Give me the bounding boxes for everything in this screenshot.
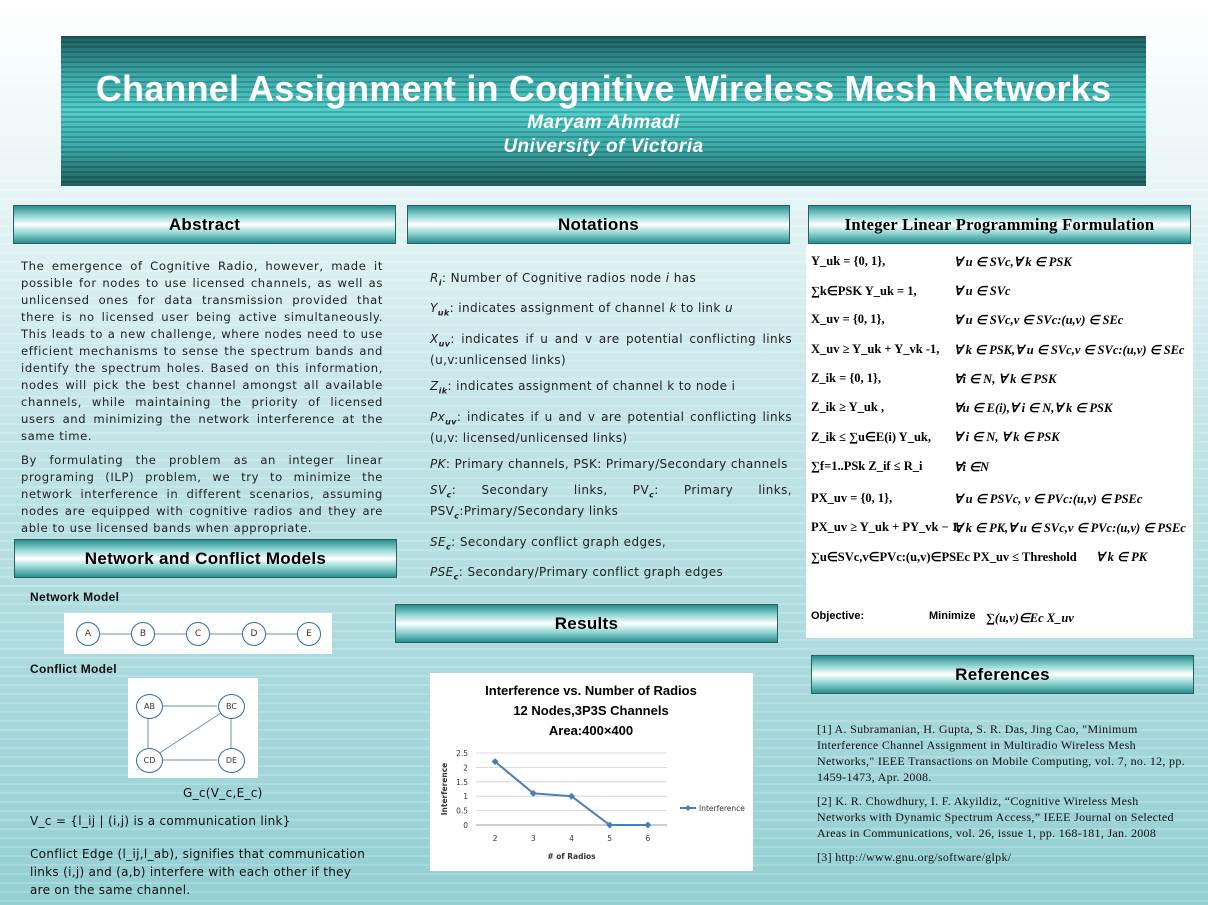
notation-item: $SV_c$: Secondary links, $PV_c$: Primary links, $PSV_c:Primary$/Secondary links: [430, 482, 793, 521]
objective-expression: ∑(u,v)∈Ec X_uv: [986, 611, 1074, 625]
network-model-diagram: [64, 613, 332, 654]
x-axis-label: # of Radios: [547, 852, 596, 861]
references-header: References: [811, 655, 1194, 694]
notation-item: $Y_{uk}$: indicates assignment of channel k to link u: [430, 301, 734, 318]
conflict-node: DE: [218, 748, 245, 773]
chart-title: Interference vs. Number of Radios: [485, 683, 697, 698]
x-tick-label: 5: [607, 834, 613, 843]
poster-title: Channel Assignment in Cognitive Wireless Mesh Networks: [95, 68, 1112, 109]
y-axis-label: Interference: [440, 762, 449, 816]
abstract-text: [21, 258, 383, 544]
y-tick-label: 0.5: [456, 806, 468, 816]
ilp-constraint: Z_ik ≥ Y_uk ,: [811, 400, 885, 414]
network-node: B: [131, 622, 155, 646]
y-tick-label: 2: [463, 763, 468, 773]
notation-item: PK: Primary channels, PSK: Primary/Secondary channels: [430, 456, 788, 471]
chart-svg: [430, 673, 753, 871]
conflict-node: AB: [136, 694, 163, 719]
author-name: Maryam Ahmadi: [527, 112, 680, 133]
ilp-condition: ∀ k ∈ PK,∀ u ∈ SVc,v ∈ PVc:(u,v) ∈ PSEc: [954, 521, 1186, 535]
legend-marker: [685, 805, 691, 811]
affiliation: University of Victoria: [503, 136, 704, 157]
x-tick-label: 3: [530, 834, 536, 843]
ilp-condition: ∀u ∈ E(i),∀ i ∈ N,∀ k ∈ PSK: [954, 401, 1113, 415]
ilp-condition: ∀ i ∈ N, ∀ k ∈ PSK: [954, 430, 1060, 444]
chart-subtitle: 12 Nodes,3P3S Channels: [513, 703, 669, 718]
notation-item: $PSE_c$: Secondary/Primary conflict graph edges: [430, 565, 724, 582]
ilp-condition: ∀ u ∈ SVc,∀ k ∈ PSK: [954, 255, 1072, 269]
x-tick-label: 6: [645, 834, 651, 843]
y-tick-label: 2.5: [456, 749, 468, 758]
network-node: C: [186, 622, 210, 646]
reference-item[interactable]: [3] http://www.gnu.org/software/glpk/: [817, 850, 1012, 864]
objective-label: Objective:: [811, 610, 865, 622]
objective-minimize: Minimize: [929, 610, 976, 622]
references-list: [817, 721, 1189, 873]
ilp-constraint: ∑k∈PSK Y_uk = 1,: [811, 284, 917, 298]
x-tick-label: 4: [569, 834, 574, 843]
data-point: [644, 822, 651, 829]
notation-item: $Z_{ik}$: indicates assignment of channel k to node i: [430, 379, 736, 396]
ilp-header: Integer Linear Programming Formulation: [808, 205, 1191, 244]
ilp-constraint: Y_uk = {0, 1},: [811, 254, 886, 268]
notation-item: $X_{uv}$: indicates if u and v are potential conflicting links (u,v:unlicensed links): [430, 331, 792, 368]
ilp-constraint: Z_ik ≤ ∑u∈E(i) Y_uk,: [811, 430, 931, 444]
ilp-constraint: X_uv ≥ Y_uk + Y_vk -1,: [811, 342, 940, 356]
title-banner: [61, 36, 1146, 186]
ilp-condition: ∀ u ∈ PSVc, v ∈ PVc:(u,v) ∈ PSEc: [954, 492, 1143, 506]
ilp-condition: ∀ k ∈ PK: [1096, 550, 1148, 564]
ilp-constraint: PX_uv = {0, 1},: [811, 491, 893, 505]
x-tick-label: 2: [492, 834, 498, 843]
legend-label: Interference: [699, 804, 745, 813]
ilp-condition: ∀i ∈ N, ∀ k ∈ PSK: [954, 372, 1057, 386]
chart-subtitle: Area:400×400: [548, 723, 634, 738]
notation-item: $SE_c$: Secondary conflict graph edges,: [430, 534, 667, 552]
ilp-constraint: Z_ik = {0, 1},: [811, 371, 882, 385]
results-header: Results: [395, 604, 778, 643]
ilp-constraint: PX_uv ≥ Y_uk + PY_vk − 1,: [811, 520, 962, 534]
ilp-condition: ∀ u ∈ SVc,v ∈ SVc:(u,v) ∈ SEc: [954, 313, 1124, 327]
results-chart: [430, 673, 753, 871]
y-tick-label: 1: [463, 792, 468, 802]
ilp-constraint: ∑f=1..PSk Z_if ≤ R_i: [811, 459, 923, 473]
vc-definition: V_c = {l_ij | (i,j) is a communication link}: [30, 814, 291, 828]
ilp-constraint: X_uv = {0, 1},: [811, 312, 885, 326]
notation-item: $R_i$: Number of Cognitive radios node i has: [430, 271, 697, 288]
conflict-node: BC: [218, 694, 245, 719]
network-model-label: Network Model: [30, 590, 120, 604]
ilp-condition: ∀ u ∈ SVc: [954, 284, 1011, 298]
graph-caption: G_c(V_c,E_c): [183, 786, 263, 800]
conflict-model-label: Conflict Model: [30, 662, 117, 676]
network-header: Network and Conflict Models: [14, 539, 397, 578]
ilp-condition: ∀ k ∈ PSK,∀ u ∈ SVc,v ∈ SVc:(u,v) ∈ SEc: [954, 343, 1185, 357]
abstract-paragraph: The emergence of Cognitive Radio, however, made it possible for nodes to use licensed channels, as well as unlicensed ones for data transmission provided that there is no licensed user being active simultaneously. This leads to a new challenge, where nodes need to use efficient mechanisms to sense the spectrum bands and identify the spectrum holes. Based on this information, nodes will pick the best channel amongst all available channels, while maintaining the priority of licensed users and minimizing the network interference at the same time.: [21, 259, 383, 443]
abstract-paragraph: By formulating the problem as an integer linear programing (ILP) problem, we try to minimize the network interference in different scenarios, assuming nodes are equipped with cognitive radios and they are able to use licensed bands when appropriate.: [21, 453, 383, 535]
ilp-constraint: ∑u∈SVc,v∈PVc:(u,v)∈PSEc PX_uv ≤ Threshold: [811, 550, 1077, 564]
network-node: E: [297, 622, 321, 646]
y-tick-label: 0: [463, 821, 468, 830]
conflict-node: CD: [136, 748, 163, 773]
reference-item: [2] K. R. Chowdhury, I. F. Akyildiz, “Cognitive Wireless Mesh Networks with Dynamic Spectrum Access,” IEEE Journal on Selected Areas in Communications, vol. 26, issue 1, pp. 168-181, Jan. 2008: [817, 794, 1174, 840]
network-node: A: [76, 622, 100, 646]
reference-item: [1] A. Subramanian, H. Gupta, S. R. Das, Jing Cao, "Minimum Interference Channel Assignment in Multiradio Wireless Mesh Networks," IEEE Transactions on Mobile Computing, vol. 7, no. 12, pp. 1459-1473, Apr. 2008.: [817, 722, 1185, 784]
notations-list: [430, 270, 792, 595]
notation-item: $Px_{uv}$: indicates if u and v are potential conflicting links (u,v: licensed/unlicensed links): [430, 409, 792, 445]
conflict-model-diagram: [128, 678, 258, 778]
ilp-condition: ∀i ∈N: [954, 460, 990, 474]
conflict-edge-definition: Conflict Edge (l_ij,l_ab), signifies that communication links (i,j) and (a,b) interfere with each other if they are on the same channel.: [30, 847, 366, 897]
network-node: D: [242, 622, 266, 646]
ilp-formulation: [806, 245, 1193, 638]
abstract-header: Abstract: [13, 205, 396, 244]
y-tick-label: 1.5: [456, 777, 468, 787]
notations-header: Notations: [407, 205, 790, 244]
